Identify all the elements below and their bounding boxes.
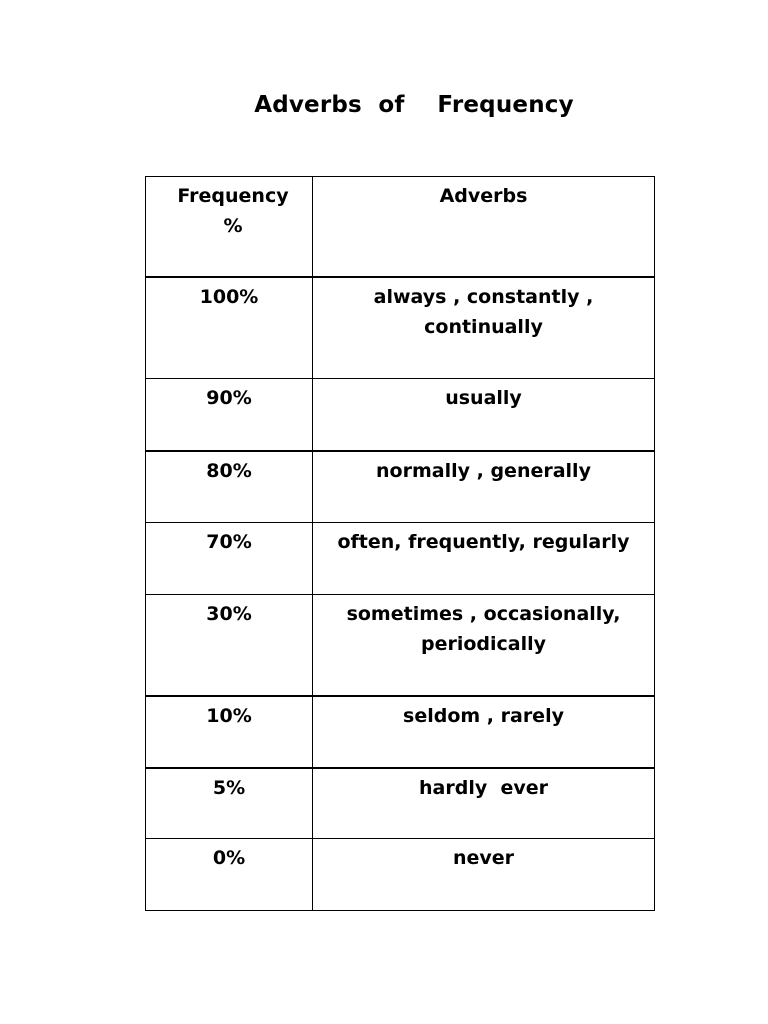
header-adverbs: Adverbs (313, 177, 655, 277)
adverbs-cell: hardly ever (313, 768, 655, 839)
adverbs-cell: often, frequently, regularly (313, 523, 655, 595)
adverbs-cell: always , constantly , continually (313, 277, 655, 379)
header-frequency: Frequency % (146, 177, 313, 277)
frequency-cell: 10% (146, 696, 313, 768)
frequency-cell: 100% (146, 277, 313, 379)
table-row (146, 768, 655, 839)
table-row (146, 595, 655, 696)
frequency-cell: 0% (146, 839, 313, 911)
table-header-row (146, 177, 655, 277)
table-row (146, 379, 655, 451)
frequency-cell: 5% (146, 768, 313, 839)
frequency-cell: 90% (146, 379, 313, 451)
adverbs-cell: never (313, 839, 655, 911)
frequency-cell: 70% (146, 523, 313, 595)
table-row (146, 523, 655, 595)
adverbs-cell: usually (313, 379, 655, 451)
table-row (146, 277, 655, 379)
table-row (146, 451, 655, 523)
page-title: Adverbs of Frequency (254, 92, 574, 118)
adverbs-cell: seldom , rarely (313, 696, 655, 768)
adverbs-cell: normally , generally (313, 451, 655, 523)
frequency-cell: 30% (146, 595, 313, 696)
table-row (146, 696, 655, 768)
adverbs-frequency-table (145, 176, 655, 911)
adverbs-cell: sometimes , occasionally, periodically (313, 595, 655, 696)
table-row (146, 839, 655, 911)
frequency-cell: 80% (146, 451, 313, 523)
